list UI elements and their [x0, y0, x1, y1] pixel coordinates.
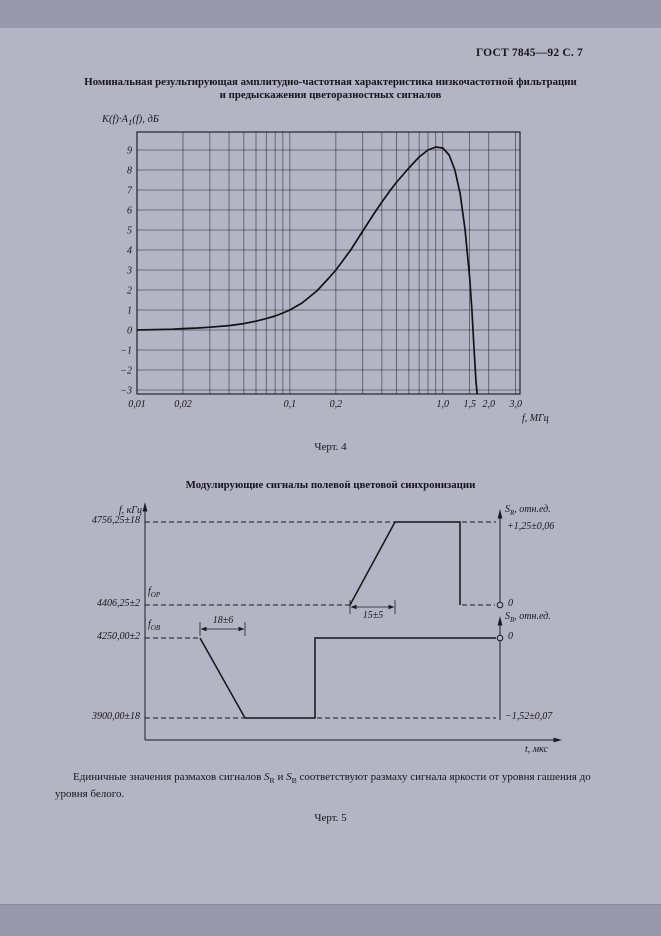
figure5-diagram: [78, 498, 583, 773]
svg-text:−2: −2: [120, 365, 132, 377]
svg-text:−1: −1: [120, 345, 132, 357]
svg-text:−3: −3: [120, 385, 132, 397]
svg-text:0,2: 0,2: [329, 399, 343, 410]
fig5-level-4250: 4250,00±2: [97, 631, 140, 642]
figure4-caption: Черт. 4: [314, 441, 347, 453]
fig5-sb-min-value: −1,52±0,07: [505, 711, 553, 722]
fig5-f-ob-label: $f_{ОВ}$: [148, 619, 161, 632]
svg-text:1,0: 1,0: [436, 399, 450, 410]
figure4-y-axis-label: $K(f)\cdot A_1(f)$, дБ: [102, 114, 159, 128]
fig5-sb-zero-value: 0: [508, 631, 513, 642]
svg-text:0,02: 0,02: [174, 399, 192, 410]
svg-text:2,0: 2,0: [482, 399, 496, 410]
figure4-chart: [92, 112, 562, 426]
frequency-response-chart: [92, 112, 562, 426]
svg-text:7: 7: [127, 185, 132, 197]
fig5-freq-axis-label: f, кГц: [118, 505, 142, 516]
fig5-f-or-label: $f_{ОР}$: [148, 586, 161, 599]
fig5-duration-18us: 18±6: [212, 615, 234, 626]
figure5-caption: Черт. 5: [314, 812, 347, 824]
fig5-sr-max-value: +1,25±0,06: [507, 521, 555, 532]
svg-text:5: 5: [127, 225, 132, 237]
scan-border-bottom: [0, 904, 661, 936]
svg-text:3: 3: [127, 265, 132, 277]
scan-border-top: [0, 0, 661, 28]
fig5-time-axis-label: t, мкс: [525, 744, 548, 755]
svg-text:9: 9: [127, 145, 132, 157]
figure4-title-line1: Номинальная результирующая амплитудно-частотная характеристика низкочастотной фильтрации: [84, 76, 577, 88]
fig5-level-3900: 3900,00±18: [92, 711, 140, 722]
svg-text:1: 1: [127, 305, 132, 317]
svg-text:1,5: 1,5: [463, 399, 476, 410]
svg-text:f, МГц: f, МГц: [522, 413, 549, 424]
svg-text:0,01: 0,01: [128, 399, 146, 410]
fig5-duration-15us: 15±5: [362, 610, 384, 621]
svg-text:0,1: 0,1: [283, 399, 297, 410]
fig5-sr-zero-value: 0: [508, 598, 513, 609]
figure4-title-line2: и предыскажения цветоразностных сигналов: [219, 89, 442, 101]
svg-text:4: 4: [127, 245, 132, 257]
note-paragraph: Единичные значения размахов сигналов $S_R$ и $S_B$ соответствуют размаху сигнала яркости от уровня гашения до уровня белого.: [55, 771, 591, 800]
sb-waveform: [200, 638, 496, 718]
sr-waveform: [350, 522, 460, 605]
svg-text:2: 2: [127, 285, 132, 297]
figure5-title: Модулирующие сигналы полевой цветовой синхронизации: [185, 479, 476, 491]
svg-text:6: 6: [127, 205, 132, 217]
page-header: ГОСТ 7845—92 С. 7: [475, 47, 583, 59]
fig5-level-4756: 4756,25±18: [92, 515, 140, 526]
svg-text:8: 8: [127, 165, 132, 177]
svg-text:3,0: 3,0: [509, 399, 522, 410]
fig5-level-4406: 4406,25±2: [97, 598, 140, 609]
svg-text:0: 0: [127, 325, 132, 337]
figure4-title: [0, 76, 661, 102]
fig5-sr-axis-label: $S_R$, отн.ед.: [505, 504, 551, 517]
fig5-sb-axis-label: $S_B$, отн.ед.: [505, 611, 551, 624]
